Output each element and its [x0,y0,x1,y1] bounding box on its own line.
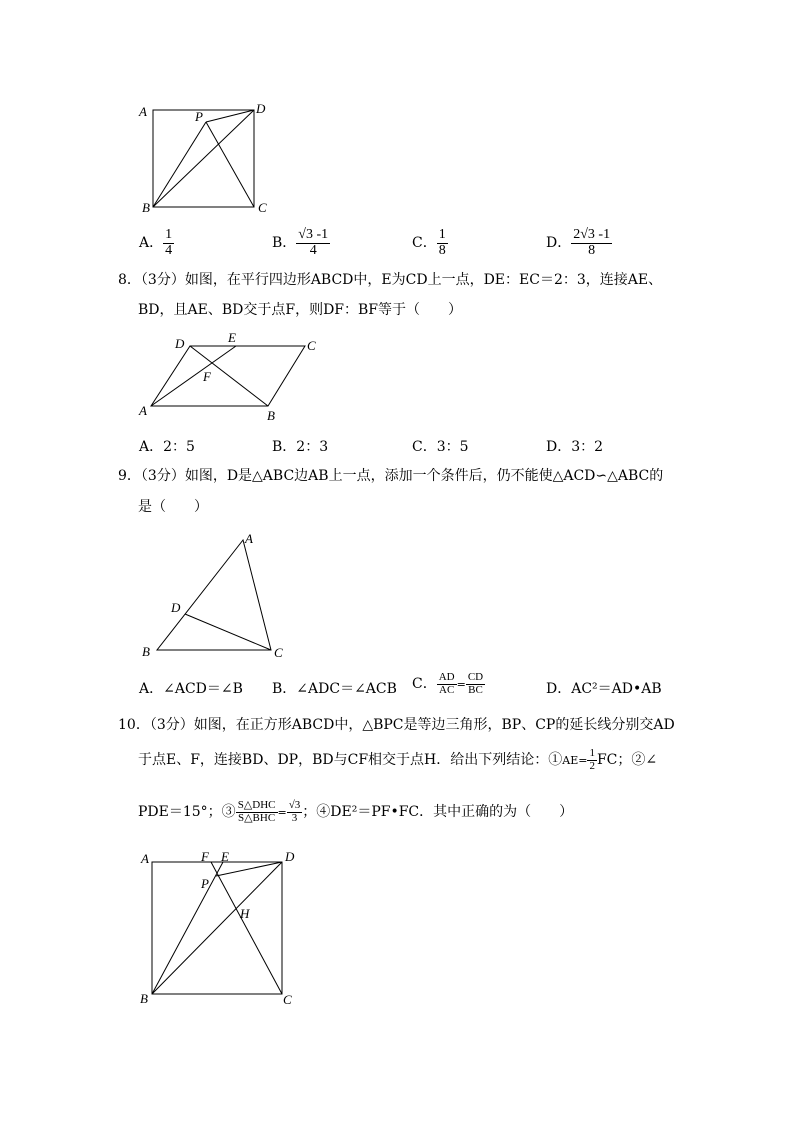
q10-label-D: D [285,849,295,864]
q10-label-H: H [240,906,250,921]
frac-num: 1 [589,747,595,759]
frac-num: S△DHC [237,799,276,811]
q10-label-E: E [221,849,229,864]
frac-num: √3 [288,799,301,811]
option-letter: D． [546,235,572,252]
option-letter: C． [412,676,437,693]
q10-label-F: F [201,849,209,864]
q9-option-b: B．∠ADC＝∠ACB [272,681,397,697]
q8-label-A: A [139,403,147,418]
frac-num: 1 [165,227,173,242]
text-segment: 于点E、F，连接BD、DP，BD与CF相交于点H．给出下列结论：① [138,752,563,769]
frac-den: 4 [309,242,317,258]
q10-line-BE [152,862,223,994]
text-segment: PDE＝15°；③ [138,804,236,821]
frac-den: 8 [588,242,596,258]
frac-den: 8 [438,242,446,258]
q7-label-P: P [195,109,203,124]
q8-option-c: C．3：5 [412,439,469,455]
q10-line-CF [211,862,282,994]
q10-label-P: P [201,876,209,891]
q9-option-a: A．∠ACD＝∠B [139,681,243,697]
option-letter: B． [272,235,297,252]
frac-num: AD [438,671,455,683]
frac-den: S△BHC [237,811,276,824]
q8-text-line2: BD，且AE、BD交于点F，则DF：BF等于（ ） [138,302,463,318]
q9-text-line2: 是（ ） [138,499,208,515]
q9-label-C: C [274,645,283,660]
q9-label-B: B [142,644,150,659]
text-segment: FC；②∠ [596,752,658,769]
q10-label-B: B [140,991,148,1006]
q9-option-d: D．AC²＝AD•AB [546,681,662,697]
q8-label-D: D [175,336,185,351]
q9-label-D: D [171,600,181,615]
frac-den: 3 [291,811,298,824]
q7-label-D: D [256,101,266,116]
q10-line-PD [216,862,282,876]
q7-label-A: A [139,104,147,119]
q8-text-line1: 8．（3分）如图，在平行四边形ABCD中，E为CD上一点，DE：EC＝2：3，连接AE、 [118,272,663,288]
frac-num: CD [467,671,484,683]
q8-label-C: C [307,338,316,353]
equals: = [277,806,287,820]
frac-den: 4 [165,242,173,258]
q8-option-a: A．2：5 [139,439,195,455]
option-letter: C． [412,235,437,252]
q10-line-BD [152,862,282,994]
q9-label-A: A [245,531,253,546]
q9-text-line1: 9．（3分）如图，D是△ABC边AB上一点，添加一个条件后，仍不能使△ACD∽△ABC的 [118,468,664,484]
q10-label-A: A [141,851,149,866]
q8-option-b: B．2：3 [272,439,329,455]
frac-num: √3 -1 [298,227,329,242]
q8-label-F: F [203,369,211,384]
frac-den: 2 [589,759,595,772]
q7-label-B: B [142,200,150,215]
q7-label-C: C [258,200,267,215]
frac-den: BC [468,683,483,696]
option-letter: A． [139,235,164,252]
equals: = [456,678,466,692]
frac-den: AC [439,683,455,696]
text-segment: AE= [562,754,588,768]
text-segment: ；④DE²＝PF•FC．其中正确的为（ ） [302,804,574,821]
frac-num: 1 [438,227,446,242]
q8-label-B: B [267,408,275,423]
q10-text-line1: 10．（3分）如图，在正方形ABCD中，△BPC是等边三角形，BP、CP的延长线分别交AD [118,717,675,733]
frac-num: 2√3 -1 [573,227,611,242]
q10-label-C: C [283,992,292,1007]
q8-label-E: E [228,330,236,345]
q8-option-d: D．3：2 [546,439,604,455]
